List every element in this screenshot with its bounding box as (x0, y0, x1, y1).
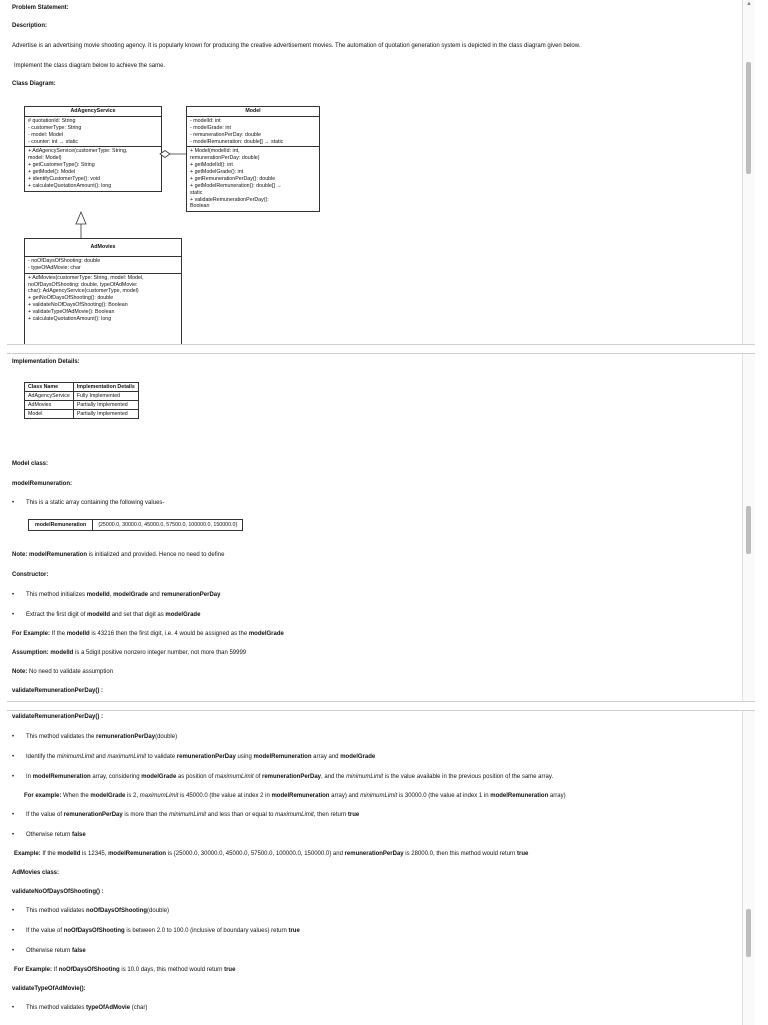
t: modelId (86, 592, 110, 598)
t: Extract the first digit of (26, 612, 88, 618)
table-row (25, 401, 139, 410)
scrollbar-2[interactable] (742, 354, 755, 702)
t: maximumLimit (275, 812, 314, 818)
t: noOfDaysOfShooting (58, 967, 120, 973)
t: is initialized and provided. Hence no need to define (87, 552, 225, 558)
table-cell: Model (25, 410, 74, 419)
implementation-details-label: Implementation Details: (12, 359, 80, 365)
t: For example: (24, 793, 64, 799)
t: minimumLimit (169, 812, 207, 818)
t: maximumLimit (107, 754, 147, 760)
bullet-validate-4: • If the value of remunerationPerDay is more than the minimumLimit and less than or equal to maximumLimit, then return true (12, 812, 360, 818)
t: is the value available in the previous position of the same array. (383, 774, 554, 780)
method: + getModelRemuneration(): double[] → (190, 182, 282, 189)
t: Otherwise return (26, 948, 73, 954)
t: Note: (12, 669, 29, 675)
t: as position of (176, 774, 215, 780)
admovies-class-heading: AdMovies class: (12, 870, 60, 876)
method: + validateRemunerationPerDay(): (190, 196, 269, 203)
table-cell: {25000.0, 30000.0, 45000.0, 57500.0, 100000.0, 150000.0} (93, 520, 243, 531)
t: modelRemuneration (271, 793, 330, 799)
method: + getModelId(): int (190, 162, 233, 169)
t: maximumLimit (139, 793, 179, 799)
t: Example: (14, 851, 43, 857)
t: modelId (57, 851, 81, 857)
t: false (72, 948, 86, 954)
bullet-static-array: • This is a static array containing the following values- (12, 500, 165, 506)
method: + getModel(): Model (28, 169, 76, 175)
method: + getNoOfDaysOfShooting(): double (28, 295, 114, 302)
attribute: - modelId: int (190, 117, 221, 124)
t: and less than or equal to (206, 812, 276, 818)
t: true (517, 851, 529, 857)
method: + Model(modelId: int, (190, 148, 240, 155)
table-header: Implementation Details (73, 383, 138, 392)
t: modelGrade (90, 793, 126, 799)
table-cell: AdMovies (25, 401, 74, 410)
t: is {25000.0, 30000.0, 45000.0, 57500.0, 100000.0, 150000.0} and (166, 851, 345, 857)
t: This method validates the (26, 734, 97, 740)
problem-title: Problem Statement: (12, 5, 69, 11)
t: array and (311, 754, 341, 760)
table-cell: Fully Implemented (73, 392, 138, 401)
page-panel-1 (7, 0, 755, 344)
t: modelGrade (165, 612, 201, 618)
t: If the (51, 631, 67, 637)
bullet-ctor-2: • Extract the first digit of modelId and set that digit as modelGrade (12, 612, 201, 618)
page-panel-3 (7, 710, 755, 1025)
attribute: # quotationId: String (28, 117, 76, 124)
method: + AdMovies(customerType: String, model: Model, (28, 274, 144, 281)
remuneration-array-table (28, 519, 243, 531)
attribute: - remunerationPerDay: double (190, 131, 261, 138)
t: No need to validate assumption (29, 669, 114, 675)
scrollbar-3[interactable] (742, 711, 755, 1025)
t: (double) (147, 908, 170, 914)
t: modelId (66, 631, 90, 637)
bullet-validate-5: • Otherwise return false (12, 832, 86, 838)
bullet-days-1: • This method validates noOfDaysOfShooting(double) (12, 908, 170, 914)
method: char): AdAgencyService(customerType, model) (28, 288, 139, 295)
t: and (148, 592, 162, 598)
t: modelRemuneration (29, 552, 88, 558)
t: , and the (321, 774, 347, 780)
method: + validateTypeOfAdMovie(): Boolean (28, 309, 115, 315)
example-limits (24, 793, 566, 801)
t: remunerationPerDay (161, 592, 221, 598)
constructor-heading: Constructor: (12, 572, 49, 578)
scrollbar-thumb[interactable] (746, 62, 751, 174)
table-header-row (25, 383, 139, 392)
t: maximumLimit (214, 774, 254, 780)
t: of (253, 774, 262, 780)
t: true (347, 812, 360, 818)
table-cell: Partially Implemented (73, 401, 138, 410)
attribute: - customerType: String (28, 124, 82, 131)
t: Note: (12, 552, 29, 558)
validate-days-heading: validateNoOfDaysOfShooting() : (12, 889, 104, 895)
t: In (26, 774, 33, 780)
t: If the value of (26, 812, 64, 818)
validate-remuneration-heading-1: validateRemunerationPerDay() : (12, 688, 104, 694)
method: + getCustomerType(): String (28, 162, 95, 169)
t: true (224, 967, 236, 973)
t: remunerationPerDay (176, 754, 236, 760)
attribute: - typeOfAdMovie: char (28, 264, 81, 271)
description-text: Advertise is an advertising movie shooting agency. It is popularly known for producing the creative advertisement movies. The automation of quotation generation system is depicted in the class diagram given below. (12, 43, 581, 49)
method: + getModelGrade(): int (190, 169, 244, 175)
t: modelGrade (340, 754, 376, 760)
t: modelGrade (248, 631, 284, 637)
method: Boolean (190, 203, 210, 210)
t: is 28000.0, then this method would return (403, 851, 518, 857)
scroll-up-icon[interactable]: ▲ (746, 1, 752, 7)
diagram-connectors (7, 0, 755, 344)
method: static (190, 189, 203, 196)
t: is 10.0 days, this method would return (119, 967, 225, 973)
t: modelRemuneration (490, 793, 549, 799)
model-class-heading: Model class: (12, 461, 49, 467)
method: remunerationPerDay: double) (190, 155, 260, 162)
t: to validate (146, 754, 177, 760)
t: remunerationPerDay (262, 774, 322, 780)
scrollbar-1[interactable] (742, 0, 755, 344)
validate-remuneration-heading: validateRemunerationPerDay() : (12, 714, 104, 720)
t: false (72, 832, 86, 838)
implementation-table (24, 382, 139, 419)
t: remunerationPerDay (63, 812, 123, 818)
note-assumption (12, 669, 113, 677)
t: , (109, 592, 114, 598)
table-row (25, 392, 139, 401)
t: and (94, 754, 108, 760)
description-label: Description: (12, 23, 48, 29)
page-panel-2 (7, 353, 755, 702)
t: (char) (130, 1005, 148, 1011)
implement-text: Implement the class diagram below to achieve the same. (14, 63, 166, 69)
t: is between 2.0 to 100.0 (inclusive of boundary values) return (124, 928, 289, 934)
method: + getRemunerationPerDay(): double (190, 175, 276, 182)
t: is more than the (122, 812, 170, 818)
t: modelRemuneration (32, 774, 91, 780)
t: modelGrade (141, 774, 177, 780)
method: + calculateQuotationAmount(): long (28, 182, 112, 189)
t: remunerationPerDay (96, 734, 156, 740)
bullet-ctor-1: • This method initializes modelId, modelGrade and remunerationPerDay (12, 592, 221, 598)
t: noOfDaysOfShooting (86, 908, 148, 914)
bullet-type-1: • This method validates typeOfAdMovie (char) (12, 1005, 148, 1011)
t: modelId (50, 650, 74, 656)
class-name: AdAgencyService (25, 107, 161, 117)
t: is 30000.0 (the value at index 1 in (397, 793, 491, 799)
t: Identify the (26, 754, 58, 760)
table-cell: Partially Implemented (73, 410, 138, 419)
bullet-validate-3: • In modelRemuneration array, considering modelGrade as position of maximumLimit of remunerationPerDay, and the minimumLimit is the value available in the previous position of the same array. (12, 774, 554, 780)
t: If the value of (26, 928, 64, 934)
model-remuneration-heading: modelRemuneration: (12, 481, 73, 487)
t: Assumption: (12, 650, 51, 656)
example-remuneration (14, 851, 528, 859)
scrollbar-thumb[interactable] (746, 506, 751, 554)
t: modelGrade (113, 592, 149, 598)
validate-type-heading: validateTypeOfAdMovie(): (12, 986, 86, 992)
t: minimumLimit (57, 754, 95, 760)
t: If (53, 967, 59, 973)
bullet-days-3: • Otherwise return false (12, 948, 86, 954)
t: modelRemuneration (253, 754, 312, 760)
class-name: AdMovies (25, 239, 181, 257)
t: (double) (155, 734, 178, 740)
attribute: - model: Model (28, 131, 64, 138)
t: is 45000.0 (the value at index 2 in (178, 793, 272, 799)
t: If the (42, 851, 58, 857)
t: modelRemuneration (108, 851, 167, 857)
t: This method initializes (26, 592, 87, 598)
t: minimumLimit (360, 793, 398, 799)
t: For Example: (14, 967, 54, 973)
t: array, considering (90, 774, 142, 780)
method: noOfDaysOfShooting: double, typeOfAdMovie: (28, 281, 138, 288)
t: modelId (87, 612, 111, 618)
table-row (25, 410, 139, 419)
t: using (235, 754, 254, 760)
attribute: - counter: int → static (28, 138, 79, 145)
method: + AdAgencyService(customerType: String, (28, 148, 128, 155)
table-row (29, 520, 243, 531)
t: For Example: (12, 631, 52, 637)
t: array) and (329, 793, 361, 799)
inheritance-arrow (76, 212, 86, 224)
example-days (14, 967, 235, 975)
class-name: Model (187, 107, 319, 117)
t: remunerationPerDay (344, 851, 404, 857)
t: When the (63, 793, 91, 799)
bullet-text: This is a static array containing the following values- (26, 500, 165, 506)
example-model-grade (12, 631, 284, 639)
t: minimumLimit (346, 774, 384, 780)
table-cell: modelRemuneration (29, 520, 93, 531)
t: typeOfAdMovie (86, 1005, 131, 1011)
t: is 12345, (80, 851, 109, 857)
t: This method validates (26, 908, 87, 914)
attribute: - modelRemuneration: double[] → static (190, 138, 284, 145)
t: is 2, (125, 793, 140, 799)
assumption (12, 650, 246, 658)
bullet-validate-2: • Identify the minimumLimit and maximumLimit to validate remunerationPerDay using modelRemuneration array and modelGrade (12, 754, 376, 760)
bullet-days-2: • If the value of noOfDaysOfShooting is between 2.0 to 100.0 (inclusive of boundary values) return true (12, 928, 300, 934)
method: model: Model) (28, 155, 62, 162)
table-cell: AdAgencyService (25, 392, 74, 401)
note-initialized (12, 552, 224, 560)
attribute: - modelGrade: int (190, 124, 231, 131)
attribute: - noOfDaysOfShooting: double (28, 257, 101, 264)
t: noOfDaysOfShooting (63, 928, 125, 934)
method: + identifyCustomerType(): void (28, 175, 100, 182)
table-header: Class Name (25, 383, 74, 392)
scrollbar-thumb[interactable] (746, 909, 751, 957)
t: is 43216 then the first digit, i.e. 4 would be assigned as the (89, 631, 249, 637)
t: and set that digit as (110, 612, 166, 618)
bullet-validate-1: • This method validates the remunerationPerDay(double) (12, 734, 178, 740)
class-diagram-label: Class Diagram: (12, 81, 56, 87)
t: This method validates (26, 1005, 87, 1011)
t: true (288, 928, 300, 934)
t: array) (548, 793, 566, 799)
method: + calculateQuotationAmount(): long (28, 315, 112, 322)
t: Otherwise return (26, 832, 73, 838)
t: , then return (313, 812, 348, 818)
t: is a 5digit positive nonzero integer number, not more than 59999 (73, 650, 247, 656)
aggregation-diamond (160, 151, 170, 158)
method: + validateNoOfDaysOfShooting(): Boolean (28, 302, 128, 309)
